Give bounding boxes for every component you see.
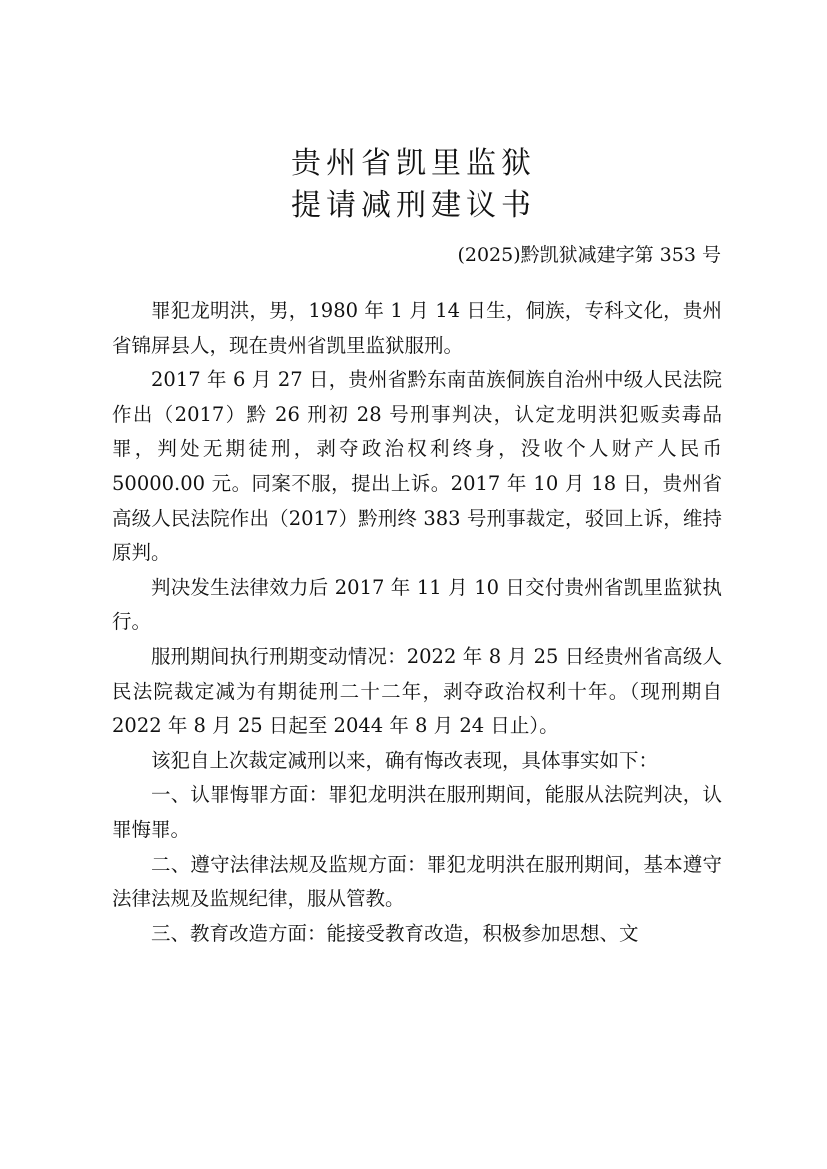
paragraph-repentance: 一、认罪悔罪方面：罪犯龙明洪在服刑期间，能服从法院判决，认罪悔罪。 xyxy=(112,783,722,841)
paragraph-sentence-changes: 服刑期间执行刑期变动情况：2022 年 8 月 25 日经贵州省高级人民法院裁定减为有期徒刑二十二年，剥夺政治权利十年。（现刑期自 2022 年 8 月 25 日起至 2044 年 8 月 24 日止）。 xyxy=(112,644,722,738)
paragraph-original-judgment: 2017 年 6 月 27 日，贵州省黔东南苗族侗族自治州中级人民法院作出（2017）黔 26 刑初 28 号刑事判决，认定龙明洪犯贩卖毒品罪，判处无期徒刑，剥夺政治权利终身，没收个人财产人民币 50000.00 元。同案不服，提出上诉。2017 年 10 月 18 日，贵州省高级人民法院作出（2017）黔刑终 383 号刑事裁定，驳回上诉，维持原判。 xyxy=(112,368,722,565)
paragraph-prisoner-info: 罪犯龙明洪，男，1980 年 1 月 14 日生，侗族，专科文化，贵州省锦屏县人，现在贵州省凯里监狱服刑。 xyxy=(112,299,722,357)
document-title-institution: 贵州省凯里监狱 xyxy=(291,146,536,181)
paragraph-law-compliance: 二、遵守法律法规及监规方面：罪犯龙明洪在服刑期间，基本遵守法律法规及监规纪律，服从管教。 xyxy=(112,852,722,911)
paragraph-facts-intro: 该犯自上次裁定减刑以来，确有悔改表现，具体事实如下： xyxy=(151,748,659,772)
paragraph-execution: 判决发生法律效力后 2017 年 11 月 10 日交付贵州省凯里监狱执行。 xyxy=(112,575,722,634)
document-title-type: 提请减刑建议书 xyxy=(291,188,536,223)
document-body xyxy=(112,294,722,951)
document-number: (2025)黔凯狱减建字第 353 号 xyxy=(457,244,721,266)
paragraph-education: 三、教育改造方面：能接受教育改造，积极参加思想、文 xyxy=(151,921,639,945)
